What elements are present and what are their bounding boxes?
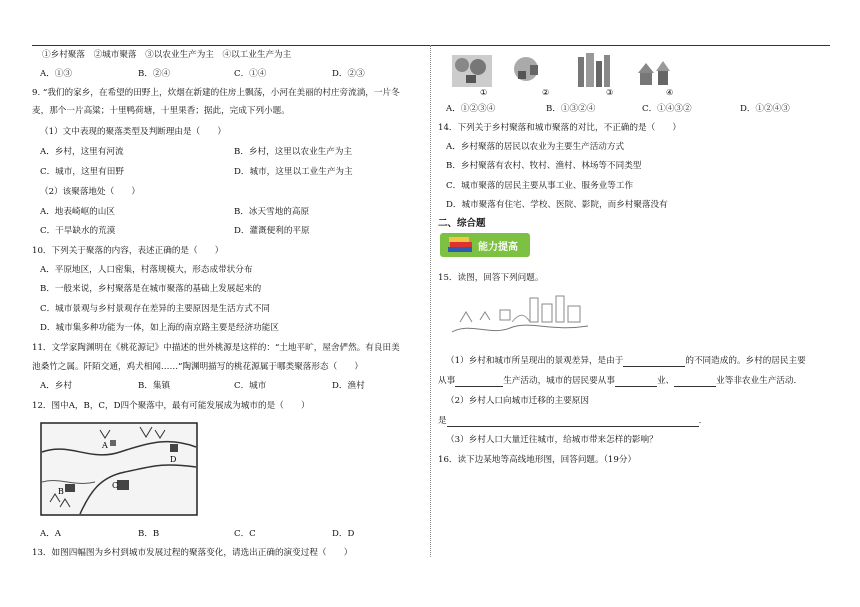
- q15-1-blank-3[interactable]: [615, 377, 657, 387]
- rural-urban-sketch: [450, 292, 590, 344]
- q9-sub2-option-c[interactable]: C．干旱缺水的荒漠: [40, 226, 116, 236]
- q8-option-a[interactable]: A．①③: [40, 69, 72, 79]
- stage-num-4: ④: [666, 88, 674, 97]
- q15-2-blank[interactable]: [447, 417, 699, 427]
- q15-1-text-a: （1）乡村和城市所呈现出的景观差异，是由于: [446, 356, 624, 366]
- q15-1-text-b: 的不同造成的。乡村的居民主要: [685, 356, 806, 366]
- q15-3: （3）乡村人口大量迁往城市，给城市带来怎样的影响？: [446, 435, 658, 445]
- q10-stem: 10．下列关于聚落的内容，表述正确的是（ ）: [32, 246, 224, 256]
- stage-image-2: [514, 57, 549, 97]
- stage-image-4: [638, 61, 673, 97]
- stage-num-3: ③: [606, 88, 614, 97]
- q9-stem-line1: 9. “我们的家乡，在希望的田野上，炊烟在新建的住房上飘荡，小河在美丽的村庄旁流淌，一片冬: [32, 88, 400, 98]
- map-label-c: C: [112, 481, 119, 490]
- q9-sub1-option-b[interactable]: B．乡村，这里以农业生产为主: [234, 147, 353, 157]
- q13-stem: 13．如图四幅图为乡村到城市发展过程的聚落变化，请选出正确的演变过程（ ）: [32, 548, 353, 558]
- settlement-map-image: [40, 422, 198, 516]
- ability-badge: [440, 233, 530, 257]
- q11-option-b[interactable]: B．集镇: [138, 381, 171, 391]
- q15-1-text-c: 从事: [438, 376, 456, 386]
- q14-option-b[interactable]: B．乡村聚落有农村、牧村、渔村、林场等不同类型: [446, 161, 642, 171]
- stage-image-1: [452, 55, 492, 97]
- q15-2-prefix: 是: [438, 416, 447, 426]
- q8-option-c[interactable]: C．①④: [234, 69, 267, 79]
- map-label-d: D: [170, 455, 177, 464]
- q12-stem: 12．图中A，B，C，D四个聚落中，最有可能发展成为城市的是（ ）: [32, 401, 310, 411]
- q12-option-c[interactable]: C．C: [234, 529, 256, 539]
- books-icon: [446, 235, 476, 255]
- q11-option-a[interactable]: A．乡村: [40, 381, 72, 391]
- settlement-stages-images: [450, 51, 680, 97]
- q14-option-a[interactable]: A．乡村聚落的居民以农业为主要生产活动方式: [446, 142, 625, 152]
- q9-sub1: （1）文中表现的聚落类型及判断理由是（ ）: [40, 127, 226, 137]
- q9-stem-line2: 麦，那个一片高粱；十里鸭荷塘，十里果香；据此，完成下列小题。: [32, 106, 290, 116]
- q9-sub1-option-d[interactable]: D．城市，这里以工业生产为主: [234, 167, 353, 177]
- stage-num-2: ②: [542, 88, 550, 97]
- q12-option-d[interactable]: D．D: [332, 529, 355, 539]
- header-rule: [32, 45, 830, 46]
- q16-stem: 16．读下边某地等高线地形图，回答问题。（19分）: [438, 455, 637, 465]
- stage-image-3: [578, 53, 613, 97]
- q10-option-c[interactable]: C．城市景观与乡村景观存在差异的主要原因是生活方式不同: [40, 304, 271, 314]
- q8-option-d[interactable]: D．②③: [332, 69, 365, 79]
- q10-option-b[interactable]: B．一般来说，乡村聚落是在城市聚落的基础上发展起来的: [40, 284, 262, 294]
- q15-2: （2）乡村人口向城市迁移的主要原因: [446, 396, 589, 406]
- q9-sub1-option-a[interactable]: A．乡村，这里有河流: [40, 147, 124, 157]
- q9-sub2-option-a[interactable]: A．地表崎岖的山区: [40, 207, 115, 217]
- column-divider: [430, 45, 431, 557]
- q10-option-a[interactable]: A．平原地区，人口密集，村落规模大，形态成带状分布: [40, 265, 253, 275]
- section-2-title: 二、综合题: [438, 218, 486, 229]
- q15-1-text-f: 业等非农业生产活动.: [716, 376, 797, 386]
- q13-option-c[interactable]: C．①④③②: [642, 104, 692, 114]
- q15-2-suffix: .: [698, 416, 702, 426]
- stage-num-1: ①: [480, 88, 488, 97]
- q15-1-blank-1[interactable]: [623, 357, 685, 367]
- q11-stem-line1: 11．文学家陶渊明在《桃花源记》中描述的世外桃源是这样的：“土地平旷，屋舍俨然。有良田美: [32, 343, 400, 353]
- q13-option-d[interactable]: D．①②④③: [740, 104, 790, 114]
- q15-stem: 15．读图，回答下列问题。: [438, 273, 544, 283]
- q11-option-d[interactable]: D．渔村: [332, 381, 365, 391]
- q15-1-line1: [446, 356, 806, 367]
- q15-1-text-d: 生产活动，城市的居民要从事: [503, 376, 615, 386]
- q9-sub1-option-c[interactable]: C．城市，这里有田野: [40, 167, 124, 177]
- badge-label: 能力提高: [478, 242, 518, 253]
- q14-option-d[interactable]: D．城市聚落有住宅、学校、医院、影院，而乡村聚落没有: [446, 200, 668, 210]
- map-label-b: B: [58, 487, 64, 496]
- map-label-a: A: [102, 441, 108, 450]
- q9-sub2-option-b[interactable]: B．冰天雪地的高原: [234, 207, 310, 217]
- q13-option-a[interactable]: A．①②③④: [446, 104, 496, 114]
- q14-stem: 14．下列关于乡村聚落和城市聚落的对比，不正确的是（ ）: [438, 123, 681, 133]
- q15-1-blank-4[interactable]: [674, 377, 716, 387]
- q15-1-text-e: 业、: [656, 376, 675, 386]
- q9-sub2-option-d[interactable]: D．灌溉便利的平原: [234, 226, 310, 236]
- q10-option-d[interactable]: D．城市集多种功能为一体，如上海的南京路主要是经济功能区: [40, 323, 279, 333]
- q8-statements: ①乡村聚落 ②城市聚落 ③以农业生产为主 ④以工业生产为主: [42, 50, 292, 60]
- q15-1-line2: [438, 376, 796, 387]
- q12-option-b[interactable]: B．B: [138, 529, 160, 539]
- q8-option-b[interactable]: B．②④: [138, 69, 171, 79]
- q9-sub2: （2）该聚落地处（ ）: [40, 187, 140, 197]
- q15-1-blank-2[interactable]: [455, 377, 503, 387]
- q11-option-c[interactable]: C．城市: [234, 381, 267, 391]
- q12-option-a[interactable]: A．A: [40, 529, 62, 539]
- q14-option-c[interactable]: C．城市聚落的居民主要从事工业、服务业等工作: [446, 181, 634, 191]
- q13-option-b[interactable]: B．①③②④: [546, 104, 596, 114]
- q15-2-answer-line: [438, 416, 701, 427]
- q11-stem-line2: 池桑竹之属。阡陌交通，鸡犬相闻……”陶渊明描写的桃花源属于哪类聚落形态（ ）: [32, 362, 363, 372]
